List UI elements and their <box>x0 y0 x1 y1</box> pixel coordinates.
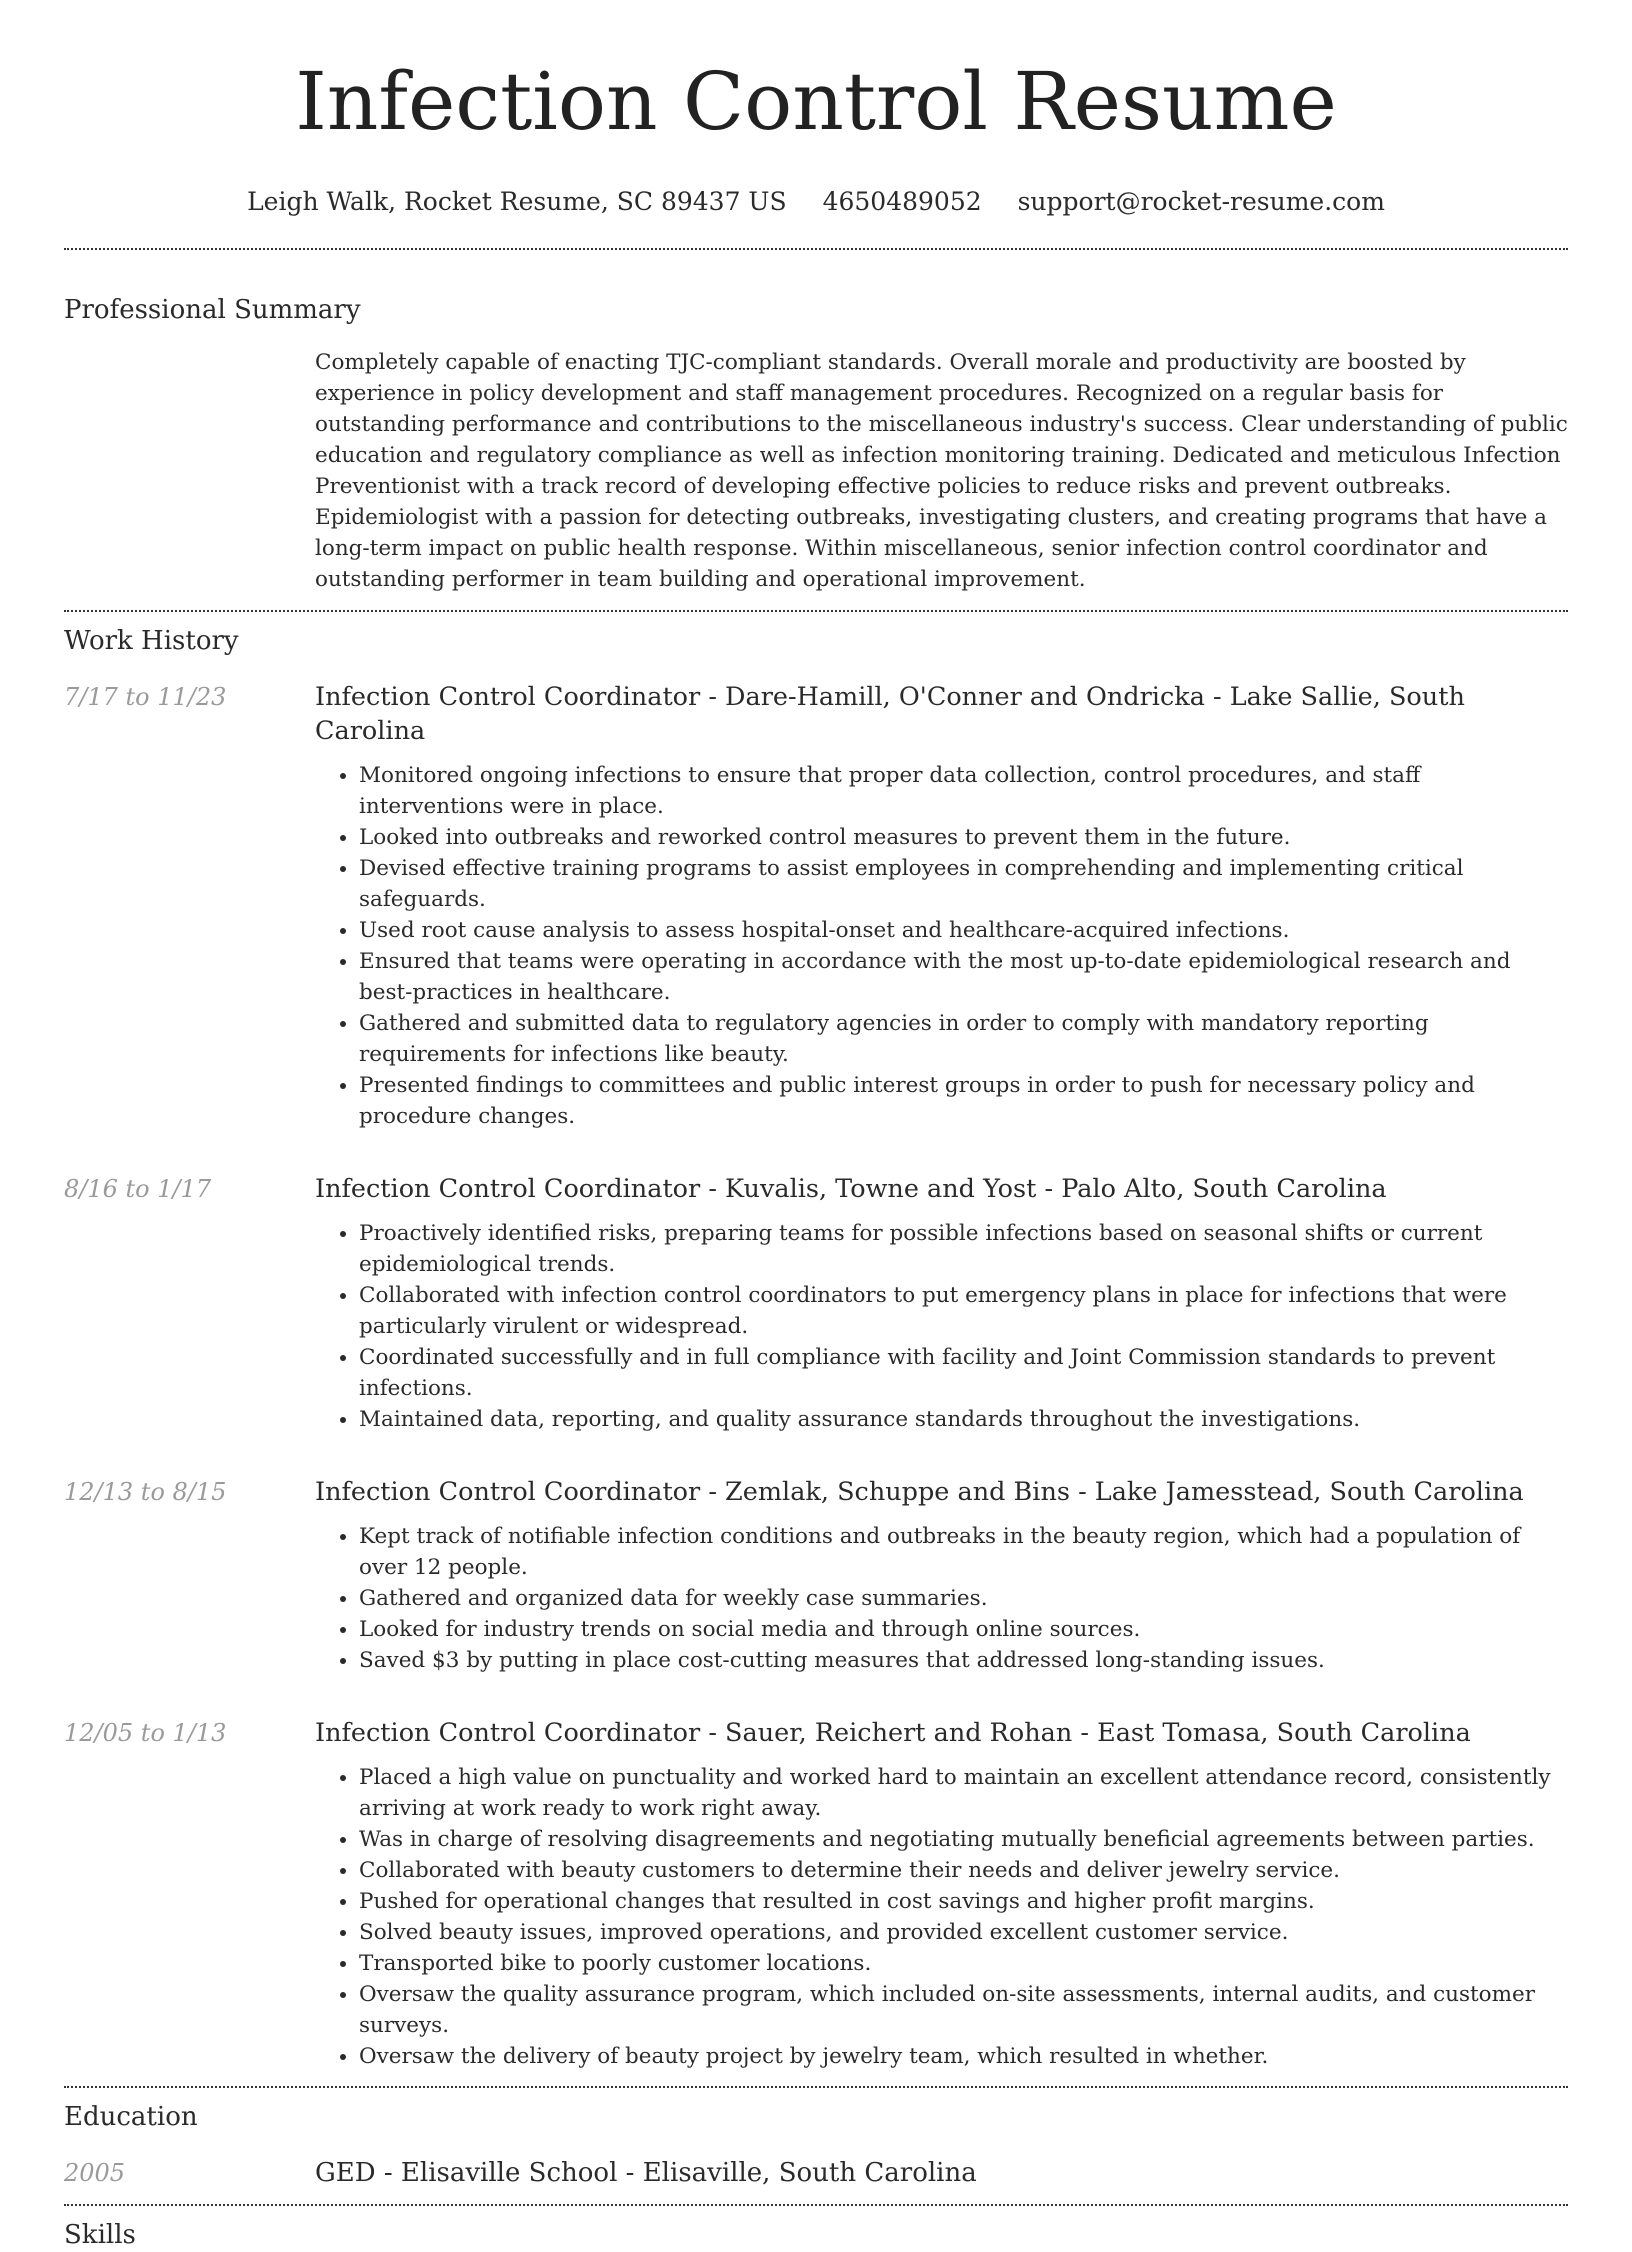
job-entry <box>64 1716 1568 2072</box>
job-bullets <box>315 1521 1568 1676</box>
list-item: • Saved $3 by putting in place cost-cutting measures that addressed long-standing issues. <box>359 1645 1568 1676</box>
list-item: • Proactively identified risks, preparing teams for possible infections based on seasonal shifts or current epidemiological trends. <box>359 1218 1568 1280</box>
list-item: • Solved beauty issues, improved operations, and provided excellent customer service. <box>359 1917 1568 1948</box>
job-entry <box>64 1172 1568 1435</box>
list-item: • Monitored ongoing infections to ensure that proper data collection, control procedures, and staff interventions were in place. <box>359 760 1568 822</box>
list-item: • Looked into outbreaks and reworked control measures to prevent them in the future. <box>359 822 1568 853</box>
education-detail: GED - Elisaville School - Elisaville, South Carolina <box>315 2158 977 2188</box>
section-divider <box>64 248 1568 250</box>
list-item: • Kept track of notifiable infection conditions and outbreaks in the beauty region, which had a population of over 12 people. <box>359 1521 1568 1583</box>
list-item: • Looked for industry trends on social media and through online sources. <box>359 1614 1568 1645</box>
job-title: Infection Control Coordinator - Kuvalis, Towne and Yost - Palo Alto, South Carolina <box>315 1174 1387 1204</box>
job-title: Infection Control Coordinator - Sauer, Reichert and Rohan - East Tomasa, South Carolina <box>315 1718 1471 1748</box>
job-title: Infection Control Coordinator - Dare-Hamill, O'Conner and Ondricka - Lake Sallie, South Carolina <box>315 682 1465 746</box>
education-year: 2005 <box>64 2159 126 2187</box>
list-item: • Gathered and organized data for weekly case summaries. <box>359 1583 1568 1614</box>
list-item: • Collaborated with infection control coordinators to put emergency plans in place for infections that were particularly virulent or widespread. <box>359 1280 1568 1342</box>
list-item: • Devised effective training programs to assist employees in comprehending and implementing critical safeguards. <box>359 853 1568 915</box>
contact-line <box>64 186 1568 218</box>
list-item: • Maintained data, reporting, and quality assurance standards throughout the investigations. <box>359 1404 1568 1435</box>
list-item: • Collaborated with beauty customers to determine their needs and deliver jewelry service. <box>359 1855 1568 1886</box>
list-item: • Used root cause analysis to assess hospital-onset and healthcare-acquired infections. <box>359 915 1568 946</box>
summary-heading: Professional Summary <box>64 295 361 325</box>
education-heading: Education <box>64 2102 198 2132</box>
list-item: • Oversaw the quality assurance program, which included on-site assessments, internal audits, and customer surveys. <box>359 1979 1568 2041</box>
job-bullets <box>315 760 1568 1132</box>
contact-email: support@rocket-resume.com <box>1017 187 1385 216</box>
section-divider <box>64 2086 1568 2088</box>
contact-phone: 4650489052 <box>822 187 982 216</box>
list-item: • Coordinated successfully and in full compliance with facility and Joint Commission standards to prevent infections. <box>359 1342 1568 1404</box>
resume-title: Infection Control Resume <box>295 55 1337 148</box>
job-bullets <box>315 1762 1568 2072</box>
job-dates: 12/05 to 1/13 <box>64 1719 227 1747</box>
summary-text: Completely capable of enacting TJC-compliant standards. Overall morale and productivity are boosted by experience in policy development and staff management procedures. Recognized on a regular basis for outstanding performance and contributions to the miscellaneous industry's success. Clear understanding of public education and regulatory compliance as well as infection monitoring training. Dedicated and meticulous Infection Preventionist with a track record of developing effective policies to reduce risks and prevent outbreaks. Epidemiologist with a passion for detecting outbreaks, investigating clusters, and creating programs that have a long-term impact on public health response. Within miscellaneous, senior infection control coordinator and outstanding performer in team building and operational improvement. <box>315 350 1568 592</box>
job-dates: 12/13 to 8/15 <box>64 1478 227 1506</box>
job-dates: 8/16 to 1/17 <box>64 1175 212 1203</box>
list-item: • Oversaw the delivery of beauty project by jewelry team, which resulted in whether. <box>359 2041 1568 2072</box>
work-history-heading: Work History <box>64 626 239 656</box>
summary-section <box>64 347 1568 595</box>
job-title: Infection Control Coordinator - Zemlak, Schuppe and Bins - Lake Jamesstead, South Carolina <box>315 1477 1524 1507</box>
job-entry <box>64 1475 1568 1676</box>
job-bullets <box>315 1218 1568 1435</box>
list-item: • Transported bike to poorly customer locations. <box>359 1948 1568 1979</box>
skills-heading: Skills <box>64 2220 136 2250</box>
job-entry <box>64 680 1568 1132</box>
list-item: • Placed a high value on punctuality and worked hard to maintain an excellent attendance record, consistently arriving at work ready to work right away. <box>359 1762 1568 1824</box>
contact-address: Leigh Walk, Rocket Resume, SC 89437 US <box>247 187 787 216</box>
job-dates: 7/17 to 11/23 <box>64 683 227 711</box>
list-item: • Ensured that teams were operating in accordance with the most up-to-date epidemiological research and best-practices in healthcare. <box>359 946 1568 1008</box>
section-divider <box>64 2204 1568 2206</box>
list-item: • Was in charge of resolving disagreements and negotiating mutually beneficial agreements between parties. <box>359 1824 1568 1855</box>
section-divider <box>64 610 1568 612</box>
list-item: • Gathered and submitted data to regulatory agencies in order to comply with mandatory reporting requirements for infections like beauty. <box>359 1008 1568 1070</box>
list-item: • Pushed for operational changes that resulted in cost savings and higher profit margins. <box>359 1886 1568 1917</box>
list-item: • Presented findings to committees and public interest groups in order to push for necessary policy and procedure changes. <box>359 1070 1568 1132</box>
education-entry <box>64 2156 1568 2190</box>
